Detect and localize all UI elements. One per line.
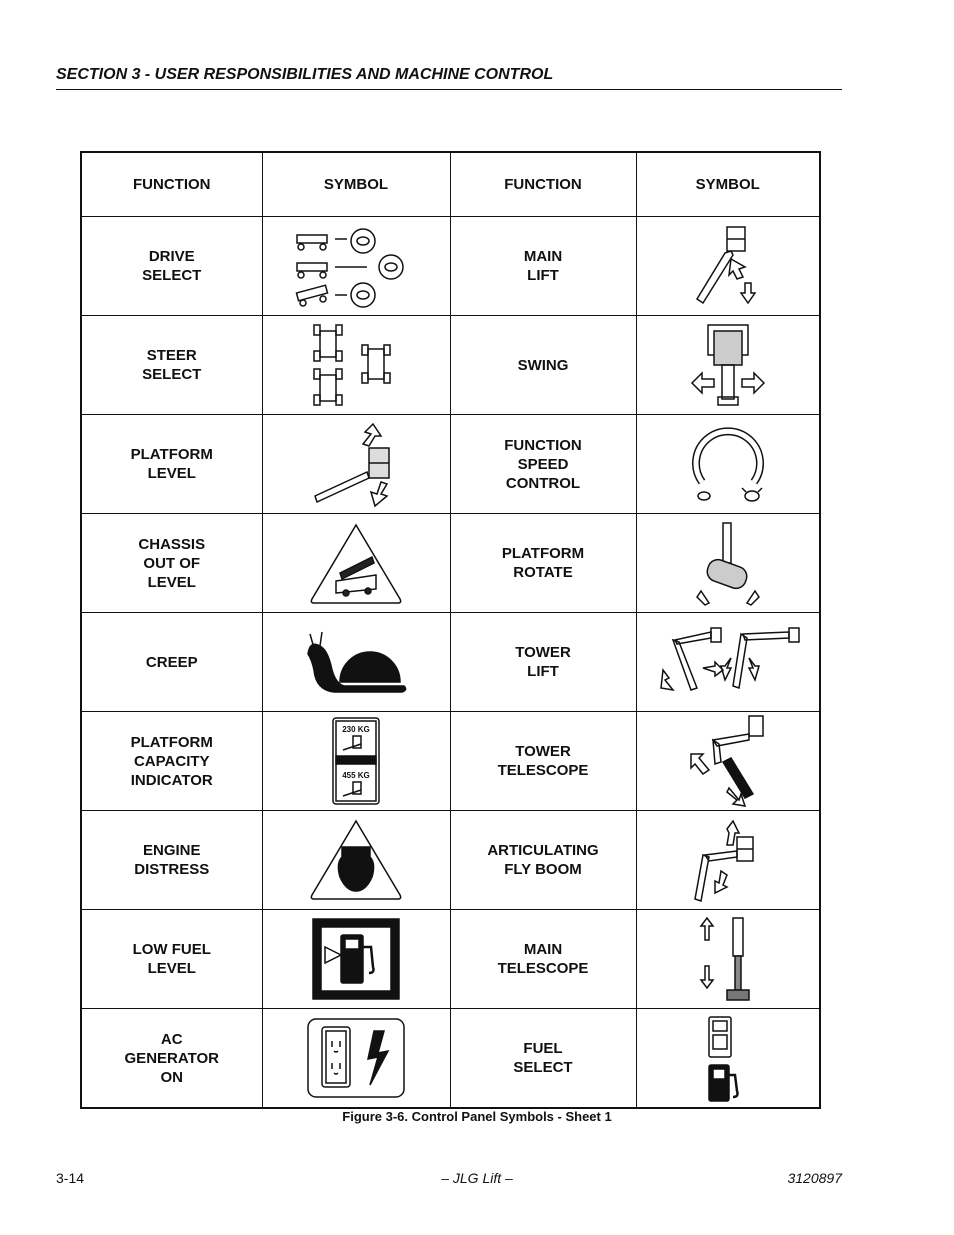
section-header: SECTION 3 - USER RESPONSIBILITIES AND MACHINE CONTROL bbox=[56, 66, 554, 83]
footer-brand: – JLG Lift – bbox=[441, 1170, 513, 1186]
fuel-select-icon bbox=[636, 1009, 820, 1109]
col-header-symbol-2: SYMBOL bbox=[636, 152, 820, 217]
page-number: 3-14 bbox=[56, 1170, 85, 1186]
creep-snail-icon bbox=[262, 613, 450, 712]
table-row bbox=[81, 415, 820, 514]
function-platform-level: PLATFORM LEVEL bbox=[81, 415, 262, 514]
tower-telescope-icon bbox=[636, 712, 820, 811]
header-rule bbox=[56, 89, 842, 90]
function-main-lift: MAIN LIFT bbox=[450, 217, 636, 316]
function-chassis-out-of-level: CHASSIS OUT OF LEVEL bbox=[81, 514, 262, 613]
platform-level-icon bbox=[262, 415, 450, 514]
table-row bbox=[81, 217, 820, 316]
col-header-function-1: FUNCTION bbox=[81, 152, 262, 217]
function-tower-lift: TOWER LIFT bbox=[450, 613, 636, 712]
platform-capacity-indicator-icon bbox=[262, 712, 450, 811]
function-ac-generator-on: AC GENERATOR ON bbox=[81, 1009, 262, 1109]
control-symbols-table bbox=[80, 151, 821, 1109]
col-header-function-2: FUNCTION bbox=[450, 152, 636, 217]
tower-lift-icon bbox=[636, 613, 820, 712]
document-number: 3120897 bbox=[787, 1170, 842, 1186]
function-platform-rotate: PLATFORM ROTATE bbox=[450, 514, 636, 613]
capacity-upper-label: 230 KG bbox=[342, 725, 370, 734]
function-steer-select: STEER SELECT bbox=[81, 316, 262, 415]
main-lift-icon bbox=[636, 217, 820, 316]
capacity-lower-label: 455 KG bbox=[342, 771, 370, 780]
function-main-telescope: MAIN TELESCOPE bbox=[450, 910, 636, 1009]
figure-caption: Figure 3-6. Control Panel Symbols - Sheet 1 bbox=[342, 1109, 612, 1124]
function-speed-control-icon bbox=[636, 415, 820, 514]
function-fuel-select: FUEL SELECT bbox=[450, 1009, 636, 1109]
table-row bbox=[81, 514, 820, 613]
ac-generator-on-icon bbox=[262, 1009, 450, 1109]
table-row bbox=[81, 712, 820, 811]
steer-select-icon bbox=[262, 316, 450, 415]
table-row bbox=[81, 613, 820, 712]
platform-rotate-icon bbox=[636, 514, 820, 613]
function-creep: CREEP bbox=[81, 613, 262, 712]
table-row bbox=[81, 811, 820, 910]
function-tower-telescope: TOWER TELESCOPE bbox=[450, 712, 636, 811]
function-drive-select: DRIVE SELECT bbox=[81, 217, 262, 316]
table-header-row bbox=[81, 152, 820, 217]
drive-select-icon bbox=[262, 217, 450, 316]
swing-icon bbox=[636, 316, 820, 415]
function-platform-capacity-indicator: PLATFORM CAPACITY INDICATOR bbox=[81, 712, 262, 811]
table-row bbox=[81, 910, 820, 1009]
engine-distress-icon bbox=[262, 811, 450, 910]
col-header-symbol-1: SYMBOL bbox=[262, 152, 450, 217]
function-low-fuel-level: LOW FUEL LEVEL bbox=[81, 910, 262, 1009]
main-telescope-icon bbox=[636, 910, 820, 1009]
function-function-speed-control: FUNCTION SPEED CONTROL bbox=[450, 415, 636, 514]
chassis-out-of-level-icon bbox=[262, 514, 450, 613]
function-articulating-fly-boom: ARTICULATING FLY BOOM bbox=[450, 811, 636, 910]
table-row bbox=[81, 316, 820, 415]
function-engine-distress: ENGINE DISTRESS bbox=[81, 811, 262, 910]
function-swing: SWING bbox=[450, 316, 636, 415]
articulating-fly-boom-icon bbox=[636, 811, 820, 910]
low-fuel-level-icon bbox=[262, 910, 450, 1009]
table-row bbox=[81, 1009, 820, 1109]
